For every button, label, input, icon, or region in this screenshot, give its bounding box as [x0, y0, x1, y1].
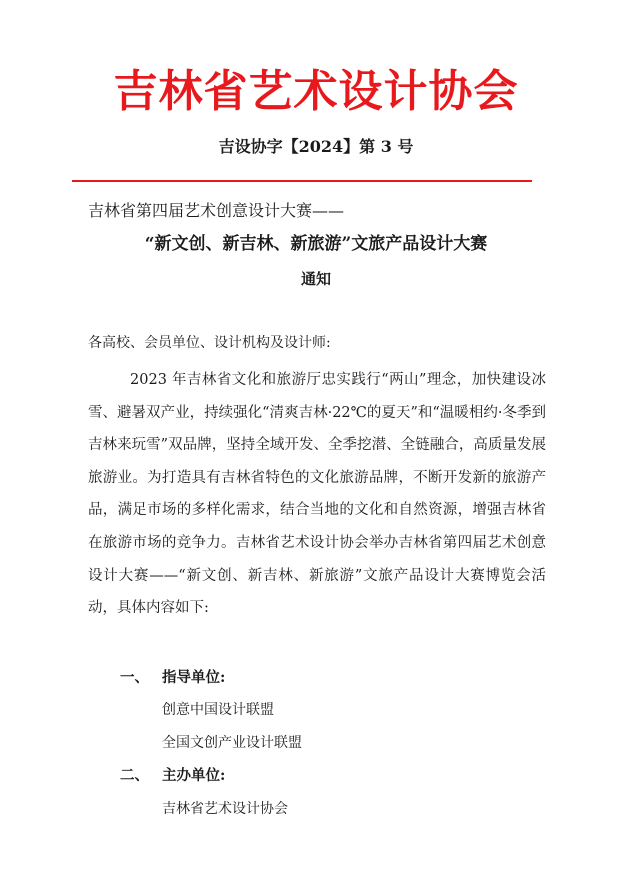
competition-subtitle: 吉林省第四届艺术创意设计大赛—— [88, 201, 345, 220]
competition-main-title: “新文创、新吉林、新旅游”文旅产品设计大赛 [144, 234, 488, 254]
section-list-item: 全国文创产业设计联盟 [162, 735, 302, 751]
section-heading-organizer [120, 765, 225, 787]
section-list-item: 吉林省艺术设计协会 [162, 801, 288, 817]
section-heading-guidance [120, 667, 225, 689]
document-number: 吉设协字【2024】第 3 号 [218, 137, 414, 156]
notice-heading: 通知 [300, 270, 331, 288]
body-paragraph: 2023 年吉林省文化和旅游厅忠实践行“两山”理念，加快建设冰雪、避暑双产业，持续强化“清爽吉林·22℃的夏天”和“温暖相约·冬季到吉林来玩雪”双品牌，坚持全域开发、全季挖潜、全链融合，高质量发展旅游业。为打造具有吉林省特色的文化旅游品牌，不断开发新的旅游产品，满足市场的多样化需求，结合当地的文化和自然资源，增强吉林省在旅游市场的竞争力。吉林省艺术设计协会举办吉林省第四届艺术创意设计大赛——“新文创、新吉林、新旅游”文旅产品设计大赛博览会活动，具体内容如下: [88, 372, 546, 617]
section-title: 指导单位: [162, 669, 226, 686]
section-list-item: 创意中国设计联盟 [162, 702, 274, 718]
organization-title: 吉林省艺术设计协会 [113, 66, 519, 117]
salutation: 各高校、会员单位、设计机构及设计师: [88, 335, 331, 351]
section-number: 一、 [120, 669, 149, 686]
section-title: 主办单位: [162, 767, 226, 784]
red-divider-line [72, 180, 532, 182]
section-number: 二、 [120, 767, 149, 784]
